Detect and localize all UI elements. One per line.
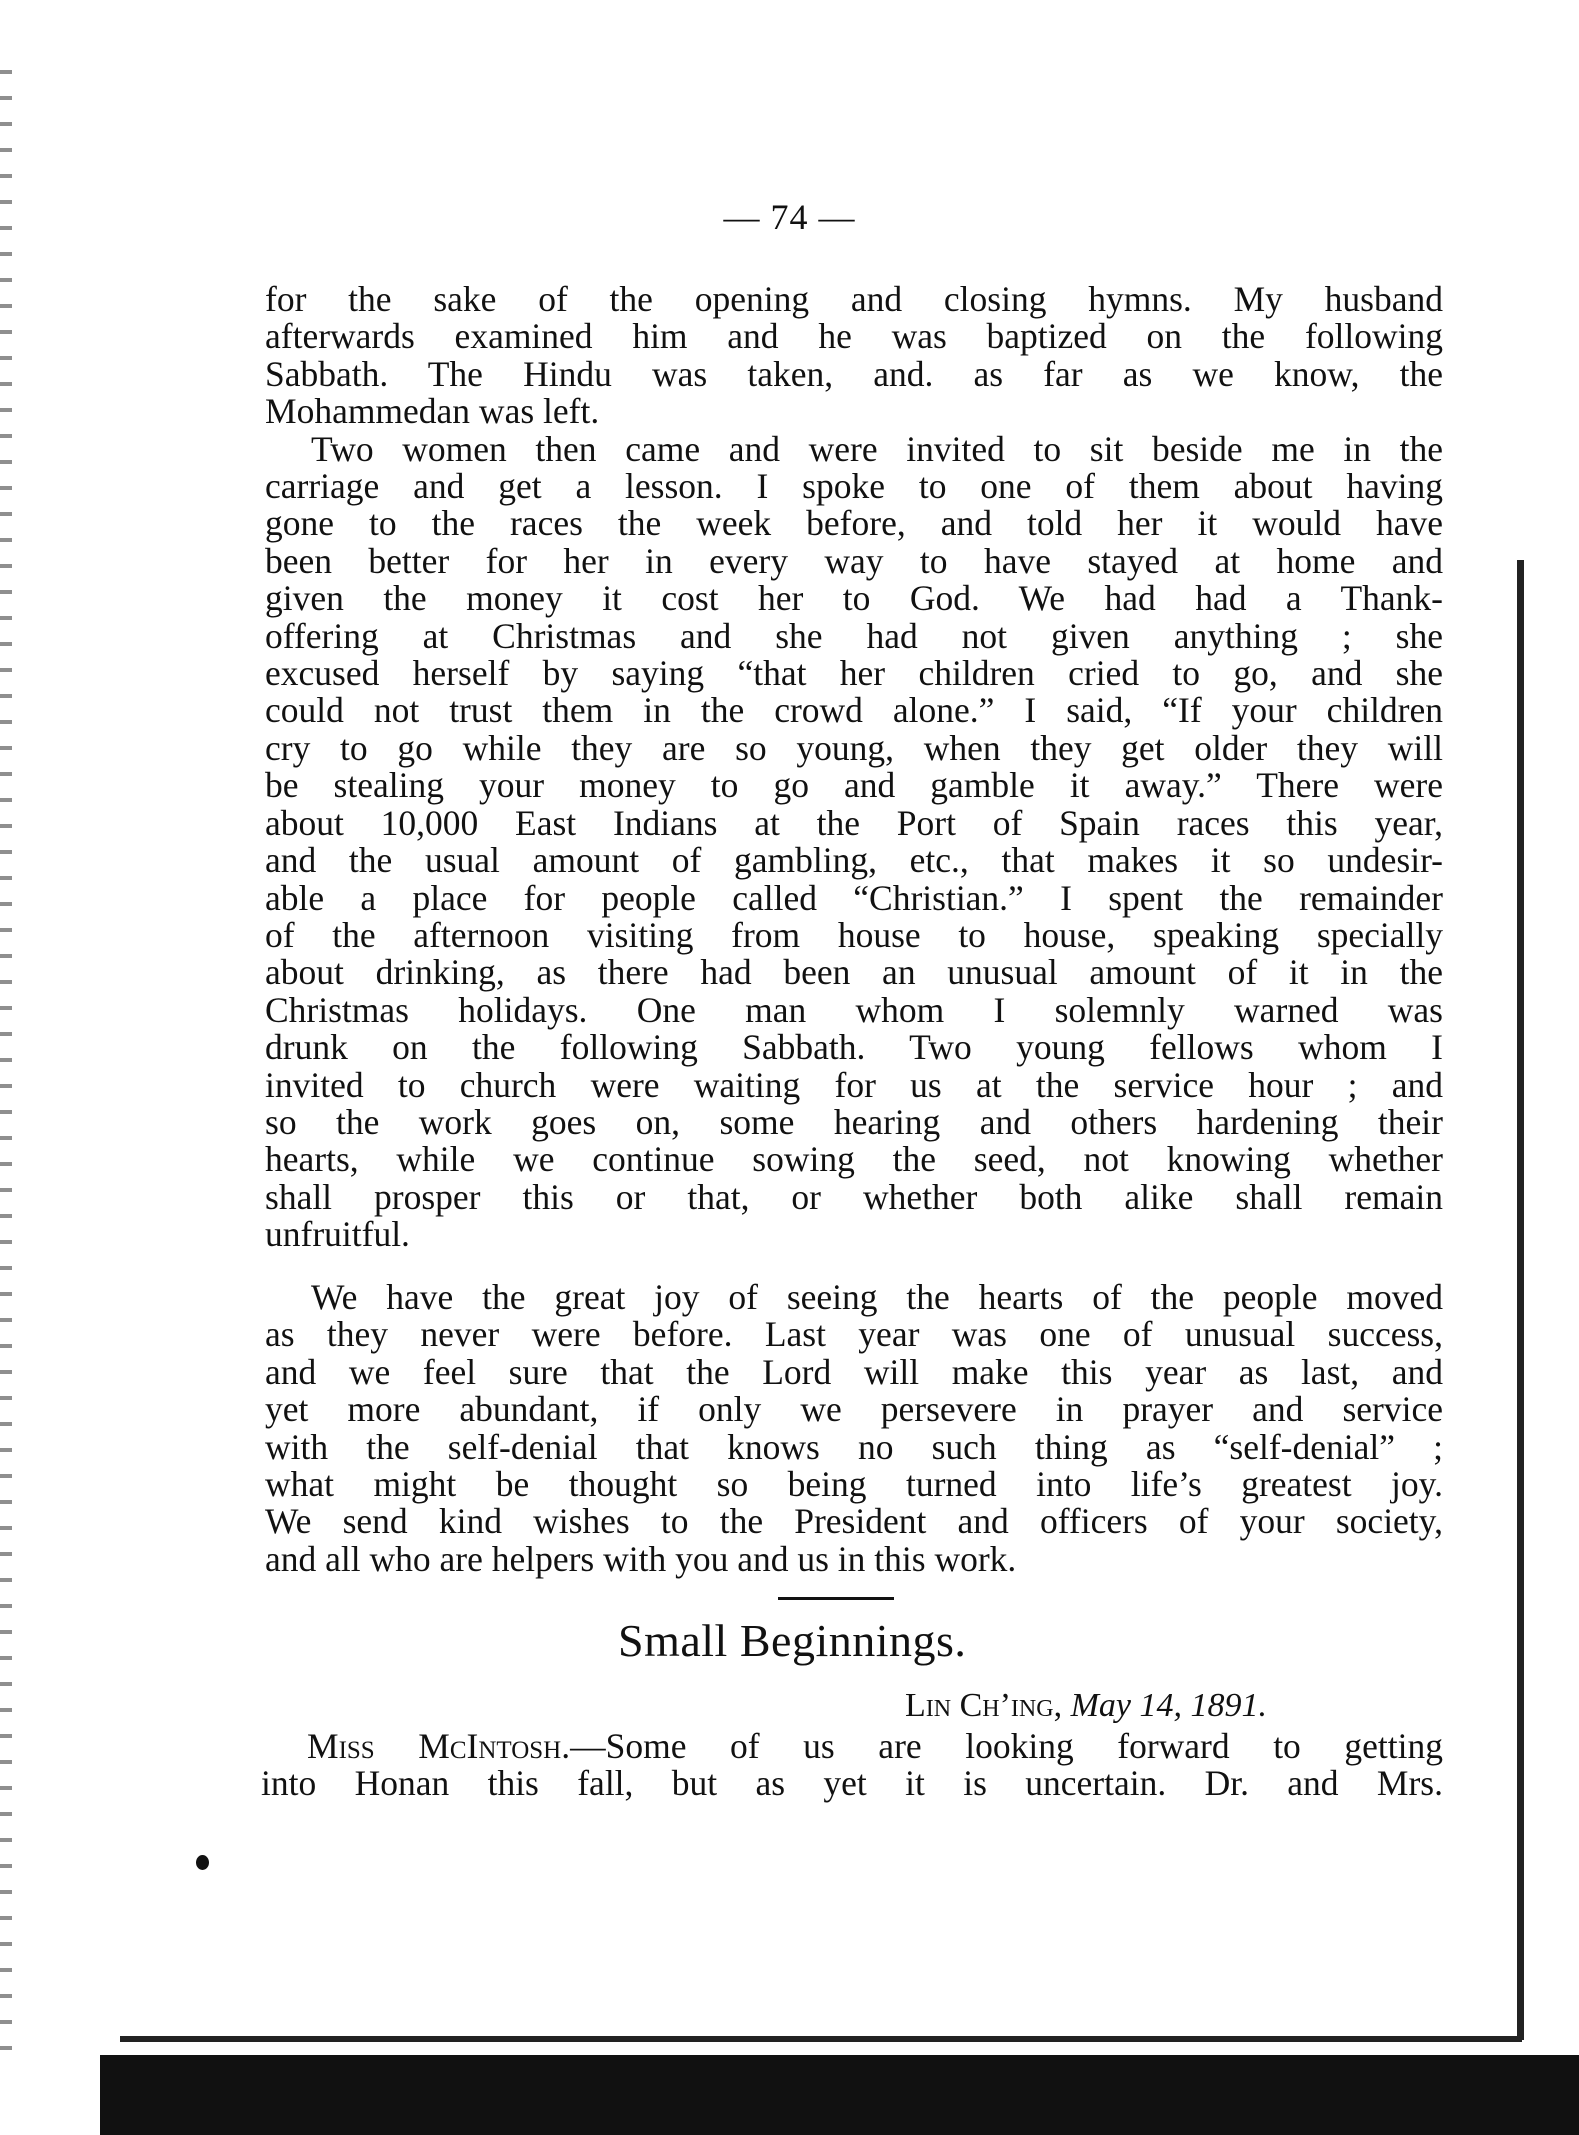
article-body	[261, 1728, 1443, 1803]
text-line: cry to go while they are so young, when they get older they will	[265, 727, 1443, 768]
text-line: been better for her in every way to have stayed at home and	[265, 540, 1443, 581]
text-line: and the usual amount of gambling, etc., that makes it so undesir-	[265, 840, 1443, 881]
letter-continuation	[265, 281, 1443, 1254]
text-line: as they never were before. Last year was one of unusual success,	[265, 1314, 1443, 1355]
text-line	[261, 1728, 1443, 1765]
text-line: Sabbath. The Hindu was taken, and. as far as we know, the	[265, 353, 1443, 394]
dateline-date: May 14, 1891.	[1070, 1687, 1268, 1724]
text-line: hearts, while we continue sowing the seed, not knowing whether	[265, 1139, 1443, 1180]
page-number: — 74 —	[723, 197, 856, 237]
text-line: what might be thought so being turned into life’s greatest joy.	[265, 1464, 1443, 1505]
dateline	[905, 1687, 1267, 1725]
text-line: about 10,000 East Indians at the Port of Spain races this year,	[265, 802, 1443, 843]
text-line: able a place for people called “Christian.” I spent the remainder	[265, 877, 1443, 918]
text-line: drunk on the following Sabbath. Two young fellows whom I	[265, 1027, 1443, 1068]
text-line: yet more abundant, if only we persevere in prayer and service	[265, 1389, 1443, 1430]
right-edge-rule	[1517, 560, 1524, 2040]
text-line: offering at Christmas and she had not given anything ; she	[265, 615, 1443, 656]
text-line: We have the great joy of seeing the hearts of the people moved	[311, 1277, 1443, 1317]
text-line: about drinking, as there had been an unusual amount of it in the	[265, 952, 1443, 993]
text-line: gone to the races the week before, and told her it would have	[265, 503, 1443, 544]
text-line: given the money it cost her to God. We had had a Thank-	[265, 578, 1443, 619]
left-margin-specks	[0, 70, 12, 2060]
article-title: Small Beginnings.	[618, 1615, 967, 1666]
ink-blot	[196, 1855, 209, 1870]
paragraph-1	[265, 281, 1443, 431]
paragraph-2	[265, 428, 1443, 1255]
text-line: into Honan this fall, but as yet it is uncertain. Dr. and Mrs.	[261, 1763, 1443, 1804]
text-line: and we feel sure that the Lord will make this year as last, and	[265, 1351, 1443, 1392]
paragraph-3	[265, 1279, 1443, 1578]
text-line: of the afternoon visiting from house to house, speaking specially	[265, 914, 1443, 955]
text-line: carriage and get a lesson. I spoke to one of them about having	[265, 466, 1443, 507]
text-line-content: —Some of us are looking forward to getting	[570, 1726, 1443, 1766]
text-line: with the self-denial that knows no such thing as “self-denial” ;	[265, 1426, 1443, 1467]
text-line: afterwards examined him and he was baptized on the following	[265, 316, 1443, 357]
bottom-rule	[120, 2036, 1522, 2042]
text-line: be stealing your money to go and gamble it away.” There were	[265, 765, 1443, 806]
dateline-place: Lin Ch’ing,	[905, 1687, 1063, 1724]
letter-closing	[265, 1279, 1443, 1578]
text-line: unfruitful.	[265, 1214, 410, 1255]
text-line: so the work goes on, some hearing and others hardening their	[265, 1101, 1443, 1142]
text-line: Christmas holidays. One man whom I solemnly warned was	[265, 989, 1443, 1030]
section-divider	[778, 1597, 894, 1600]
text-line: for the sake of the opening and closing hymns. My husband	[265, 279, 1443, 319]
text-line: shall prosper this or that, or whether both alike shall remain	[265, 1176, 1443, 1217]
author-name: Miss McIntosh.	[307, 1726, 571, 1766]
text-line: could not trust them in the crowd alone.” I said, “If your children	[265, 690, 1443, 731]
text-line: invited to church were waiting for us at the service hour ; and	[265, 1064, 1443, 1105]
scan-edge-band	[100, 2055, 1579, 2135]
text-line: Two women then came and were invited to sit beside me in the	[311, 428, 1443, 469]
text-line: excused herself by saying “that her children cried to go, and she	[265, 653, 1443, 694]
text-line: and all who are helpers with you and us in this work.	[265, 1538, 1017, 1579]
text-line: Mohammedan was left.	[265, 391, 600, 432]
text-line: We send kind wishes to the President and officers of your society,	[265, 1501, 1443, 1542]
